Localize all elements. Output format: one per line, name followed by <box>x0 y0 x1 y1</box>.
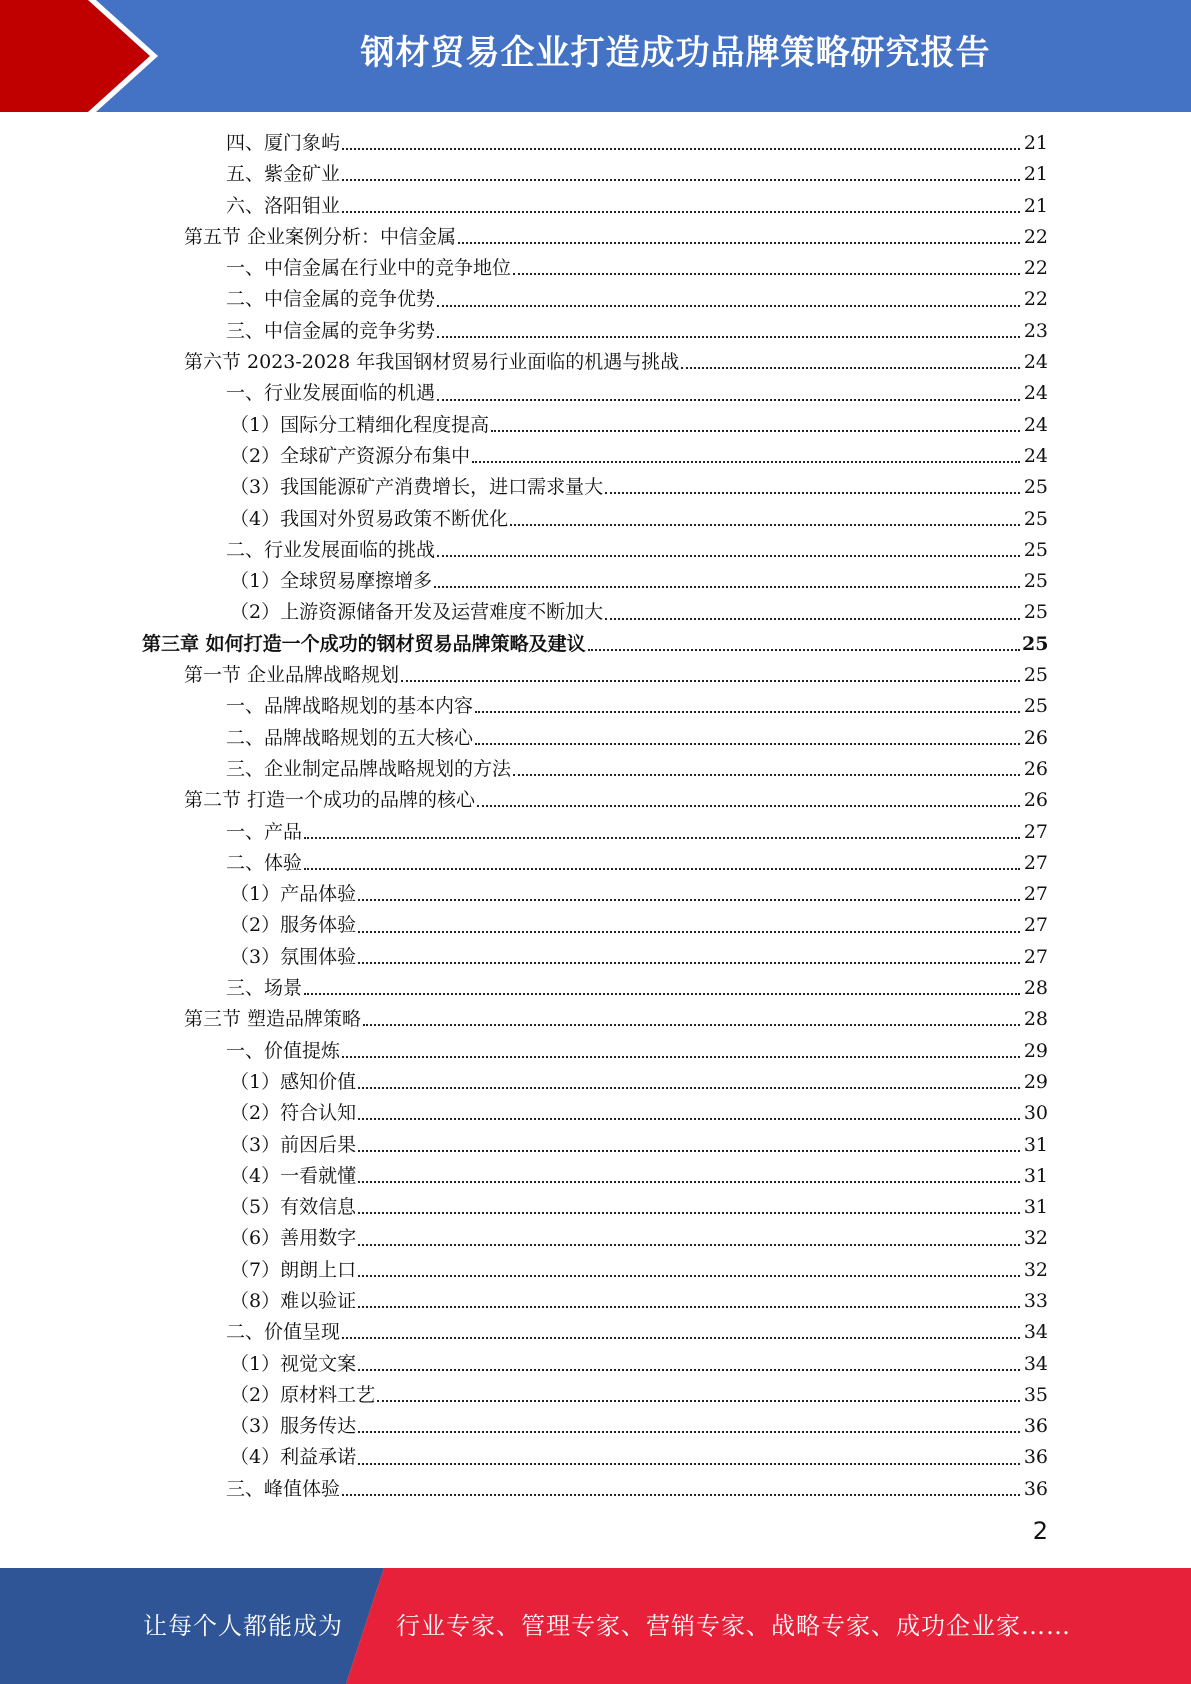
toc-entry-page: 27 <box>1023 820 1048 843</box>
toc-entry[interactable] <box>0 1442 1191 1473</box>
toc-entry-title: 二、行业发展面临的挑战 <box>226 538 436 561</box>
toc-entry-title: 三、企业制定品牌战略规划的方法 <box>226 757 512 780</box>
toc-entry-page: 35 <box>1023 1383 1048 1406</box>
toc-dot-leader <box>681 366 1020 369</box>
toc-entry-title: 三、中信金属的竞争劣势 <box>226 319 436 342</box>
toc-entry-title: 四、厦门象屿 <box>226 132 341 154</box>
toc-entry-title: （2）符合认知 <box>230 1102 357 1125</box>
toc-dot-leader <box>434 585 1020 588</box>
toc-entry-page: 31 <box>1023 1164 1048 1187</box>
table-of-contents <box>0 128 1191 1505</box>
toc-dot-leader <box>475 742 1020 745</box>
toc-entry[interactable] <box>0 1192 1191 1223</box>
toc-dot-leader <box>358 1211 1020 1214</box>
toc-entry[interactable] <box>0 1474 1191 1505</box>
toc-entry-page: 29 <box>1023 1039 1048 1062</box>
toc-entry[interactable] <box>0 566 1191 597</box>
toc-entry-page: 24 <box>1023 444 1048 467</box>
toc-entry-title: （3）服务传达 <box>230 1415 357 1438</box>
toc-dot-leader <box>342 178 1020 181</box>
toc-entry-title: 六、洛阳钼业 <box>226 194 341 217</box>
toc-dot-leader <box>358 1243 1020 1246</box>
toc-entry-title: （4）我国对外贸易政策不断优化 <box>230 507 509 530</box>
toc-entry-title: （1）全球贸易摩擦增多 <box>230 570 433 593</box>
toc-entry-page: 27 <box>1023 851 1048 874</box>
toc-dot-leader <box>358 1430 1020 1433</box>
toc-entry-page: 36 <box>1023 1415 1048 1438</box>
toc-entry[interactable] <box>0 1067 1191 1098</box>
toc-entry-page: 29 <box>1023 1070 1048 1093</box>
toc-entry[interactable] <box>0 973 1191 1004</box>
toc-entry-title: （2）全球矿产资源分布集中 <box>230 444 471 467</box>
toc-dot-leader <box>605 491 1020 494</box>
toc-entry-page: 36 <box>1023 1477 1048 1500</box>
toc-entry-title: （3）我国能源矿产消费增长，进口需求量大 <box>230 476 604 499</box>
toc-entry[interactable] <box>0 942 1191 973</box>
toc-entry-page: 27 <box>1023 883 1048 906</box>
toc-dot-leader <box>342 210 1020 213</box>
toc-entry-page: 25 <box>1023 695 1048 718</box>
toc-dot-leader <box>358 1086 1020 1089</box>
toc-entry[interactable] <box>0 378 1191 409</box>
toc-dot-leader <box>437 398 1020 401</box>
toc-dot-leader <box>513 773 1020 776</box>
toc-dot-leader <box>358 1305 1020 1308</box>
toc-entry[interactable] <box>0 410 1191 441</box>
toc-entry-page: 32 <box>1023 1258 1048 1281</box>
toc-entry[interactable] <box>0 222 1191 253</box>
toc-entry[interactable] <box>0 1098 1191 1129</box>
toc-entry-title: 一、品牌战略规划的基本内容 <box>226 695 474 718</box>
toc-entry-page: 26 <box>1023 789 1048 812</box>
toc-entry-page: 25 <box>1023 507 1048 530</box>
toc-dot-leader <box>358 898 1020 901</box>
toc-entry-page: 25 <box>1023 601 1048 624</box>
toc-dot-leader <box>458 241 1020 244</box>
toc-entry-page: 25 <box>1023 476 1048 499</box>
toc-dot-leader <box>472 460 1020 463</box>
toc-dot-leader <box>510 523 1020 526</box>
toc-entry-title: 一、价值提炼 <box>226 1039 341 1062</box>
toc-entry-page: 24 <box>1023 382 1048 405</box>
footer-slogan-right: 行业专家、管理专家、营销专家、战略专家、成功企业家…… <box>396 1612 1071 1640</box>
toc-dot-leader <box>358 1274 1020 1277</box>
toc-entry-page: 33 <box>1023 1289 1048 1312</box>
toc-entry-page: 22 <box>1023 257 1048 280</box>
toc-entry[interactable] <box>0 159 1191 190</box>
toc-entry-title: （7）朗朗上口 <box>230 1258 357 1281</box>
toc-dot-leader <box>358 1180 1020 1183</box>
toc-dot-leader <box>358 1368 1020 1371</box>
toc-entry-page: 30 <box>1023 1102 1048 1125</box>
toc-entry[interactable] <box>0 253 1191 284</box>
toc-entry-page: 24 <box>1023 351 1048 374</box>
toc-dot-leader <box>358 1117 1020 1120</box>
toc-entry-page: 27 <box>1023 914 1048 937</box>
toc-entry[interactable] <box>0 191 1191 222</box>
toc-dot-leader <box>304 836 1020 839</box>
toc-entry-title: （2）原材料工艺 <box>230 1383 376 1406</box>
toc-entry-title: 三、峰值体验 <box>226 1477 341 1500</box>
toc-entry[interactable] <box>0 535 1191 566</box>
toc-entry-title: （2）上游资源储备开发及运营难度不断加大 <box>230 601 604 624</box>
toc-entry-page: 36 <box>1023 1446 1048 1469</box>
page-number: 2 <box>1032 1517 1048 1545</box>
toc-entry-page: 34 <box>1023 1321 1048 1344</box>
toc-entry[interactable] <box>0 284 1191 315</box>
toc-entry-title: 一、中信金属在行业中的竞争地位 <box>226 257 512 280</box>
toc-entry-page: 31 <box>1023 1133 1048 1156</box>
toc-entry-title: （1）产品体验 <box>230 883 357 906</box>
toc-entry-page: 28 <box>1023 977 1048 1000</box>
toc-entry-title: 二、价值呈现 <box>226 1321 341 1344</box>
toc-entry[interactable] <box>0 817 1191 848</box>
toc-entry[interactable] <box>0 316 1191 347</box>
toc-entry-page: 26 <box>1023 726 1048 749</box>
document-title: 钢材贸易企业打造成功品牌策略研究报告 <box>360 33 991 73</box>
toc-entry-title: 一、行业发展面临的机遇 <box>226 382 436 405</box>
toc-entry-page: 32 <box>1023 1227 1048 1250</box>
toc-entry-page: 25 <box>1023 570 1048 593</box>
toc-entry-page: 31 <box>1023 1196 1048 1219</box>
toc-dot-leader <box>605 617 1020 620</box>
toc-entry-title: 二、体验 <box>226 851 303 874</box>
toc-entry[interactable] <box>0 1317 1191 1348</box>
toc-dot-leader <box>437 335 1020 338</box>
toc-entry[interactable] <box>0 1036 1191 1067</box>
toc-entry[interactable] <box>0 723 1191 754</box>
toc-entry-title: （4）一看就懂 <box>230 1164 357 1187</box>
toc-dot-leader <box>477 804 1020 807</box>
toc-dot-leader <box>304 867 1020 870</box>
toc-dot-leader <box>475 710 1020 713</box>
toc-dot-leader <box>401 679 1020 682</box>
toc-entry[interactable] <box>0 691 1191 722</box>
toc-dot-leader <box>513 272 1020 275</box>
toc-entry[interactable] <box>0 1349 1191 1380</box>
toc-dot-leader <box>437 304 1020 307</box>
toc-entry-title: （3）前因后果 <box>230 1133 357 1156</box>
toc-entry[interactable] <box>0 504 1191 535</box>
toc-entry-title: （3）氛围体验 <box>230 945 357 968</box>
toc-entry-page: 26 <box>1023 757 1048 780</box>
toc-entry-page: 25 <box>1023 538 1048 561</box>
toc-entry[interactable] <box>0 1380 1191 1411</box>
toc-dot-leader <box>342 1493 1020 1496</box>
toc-entry[interactable] <box>0 629 1191 660</box>
toc-entry[interactable] <box>0 879 1191 910</box>
toc-entry[interactable] <box>0 1411 1191 1442</box>
toc-entry[interactable] <box>0 754 1191 785</box>
toc-entry-title: 二、中信金属的竞争优势 <box>226 288 436 311</box>
toc-entry-page: 28 <box>1023 1008 1048 1031</box>
page-footer <box>0 1568 1191 1684</box>
toc-entry-title: 第三章 如何打造一个成功的钢材贸易品牌策略及建议 <box>142 632 586 655</box>
toc-entry-page: 27 <box>1023 945 1048 968</box>
toc-dot-leader <box>304 992 1020 995</box>
toc-entry-title: 第三节 塑造品牌策略 <box>184 1008 362 1031</box>
toc-dot-leader <box>437 554 1020 557</box>
toc-entry-title: （8）难以验证 <box>230 1289 357 1312</box>
toc-dot-leader <box>342 1055 1020 1058</box>
toc-entry-page: 22 <box>1023 288 1048 311</box>
toc-entry-page: 24 <box>1023 413 1048 436</box>
toc-entry[interactable] <box>0 1286 1191 1317</box>
toc-dot-leader <box>358 1149 1020 1152</box>
toc-dot-leader <box>342 147 1020 150</box>
toc-entry[interactable] <box>0 848 1191 879</box>
toc-entry[interactable] <box>0 597 1191 628</box>
toc-entry[interactable] <box>0 128 1191 159</box>
toc-entry[interactable] <box>0 1004 1191 1035</box>
toc-entry[interactable] <box>0 441 1191 472</box>
toc-entry-title: 第二节 打造一个成功的品牌的核心 <box>184 789 476 812</box>
toc-entry-title: （1）国际分工精细化程度提高 <box>230 413 490 436</box>
toc-entry-page: 21 <box>1023 194 1048 217</box>
toc-entry-title: （1）视觉文案 <box>230 1352 357 1375</box>
toc-dot-leader <box>358 961 1020 964</box>
toc-dot-leader <box>358 930 1020 933</box>
page-header <box>0 0 1191 112</box>
toc-entry-page: 23 <box>1023 319 1048 342</box>
toc-entry[interactable] <box>0 785 1191 816</box>
toc-entry[interactable] <box>0 1255 1191 1286</box>
toc-entry[interactable] <box>0 910 1191 941</box>
toc-entry-title: 第六节 2023-2028 年我国钢材贸易行业面临的机遇与挑战 <box>184 351 680 374</box>
toc-entry-title: （2）服务体验 <box>230 914 357 937</box>
toc-entry-page: 25 <box>1022 632 1049 655</box>
toc-entry-title: 第一节 企业品牌战略规划 <box>184 664 400 687</box>
toc-dot-leader <box>588 648 1020 651</box>
toc-entry[interactable] <box>0 1130 1191 1161</box>
toc-entry-page: 25 <box>1023 664 1048 687</box>
toc-entry-title: （5）有效信息 <box>230 1196 357 1219</box>
toc-entry-title: 三、场景 <box>226 977 303 1000</box>
toc-entry-page: 34 <box>1023 1352 1048 1375</box>
toc-dot-leader <box>363 1023 1020 1026</box>
toc-entry[interactable] <box>0 660 1191 691</box>
toc-dot-leader <box>491 429 1020 432</box>
toc-entry[interactable] <box>0 1161 1191 1192</box>
toc-entry[interactable] <box>0 347 1191 378</box>
toc-entry-title: （1）感知价值 <box>230 1070 357 1093</box>
toc-entry-title: 五、紫金矿业 <box>226 163 341 186</box>
toc-entry-title: （6）善用数字 <box>230 1227 357 1250</box>
toc-entry-title: 二、品牌战略规划的五大核心 <box>226 726 474 749</box>
footer-slogan-left: 让每个人都能成为 <box>143 1612 343 1640</box>
toc-entry-title: （4）利益承诺 <box>230 1446 357 1469</box>
toc-dot-leader <box>342 1336 1020 1339</box>
toc-entry-page: 21 <box>1023 163 1048 186</box>
toc-entry-title: 第五节 企业案例分析：中信金属 <box>184 225 457 248</box>
toc-entry[interactable] <box>0 1223 1191 1254</box>
toc-entry[interactable] <box>0 472 1191 503</box>
toc-dot-leader <box>377 1399 1020 1402</box>
toc-entry-title: 一、产品 <box>226 820 303 843</box>
toc-entry-page: 21 <box>1023 132 1048 154</box>
toc-entry-page: 22 <box>1023 225 1048 248</box>
toc-dot-leader <box>358 1462 1020 1465</box>
